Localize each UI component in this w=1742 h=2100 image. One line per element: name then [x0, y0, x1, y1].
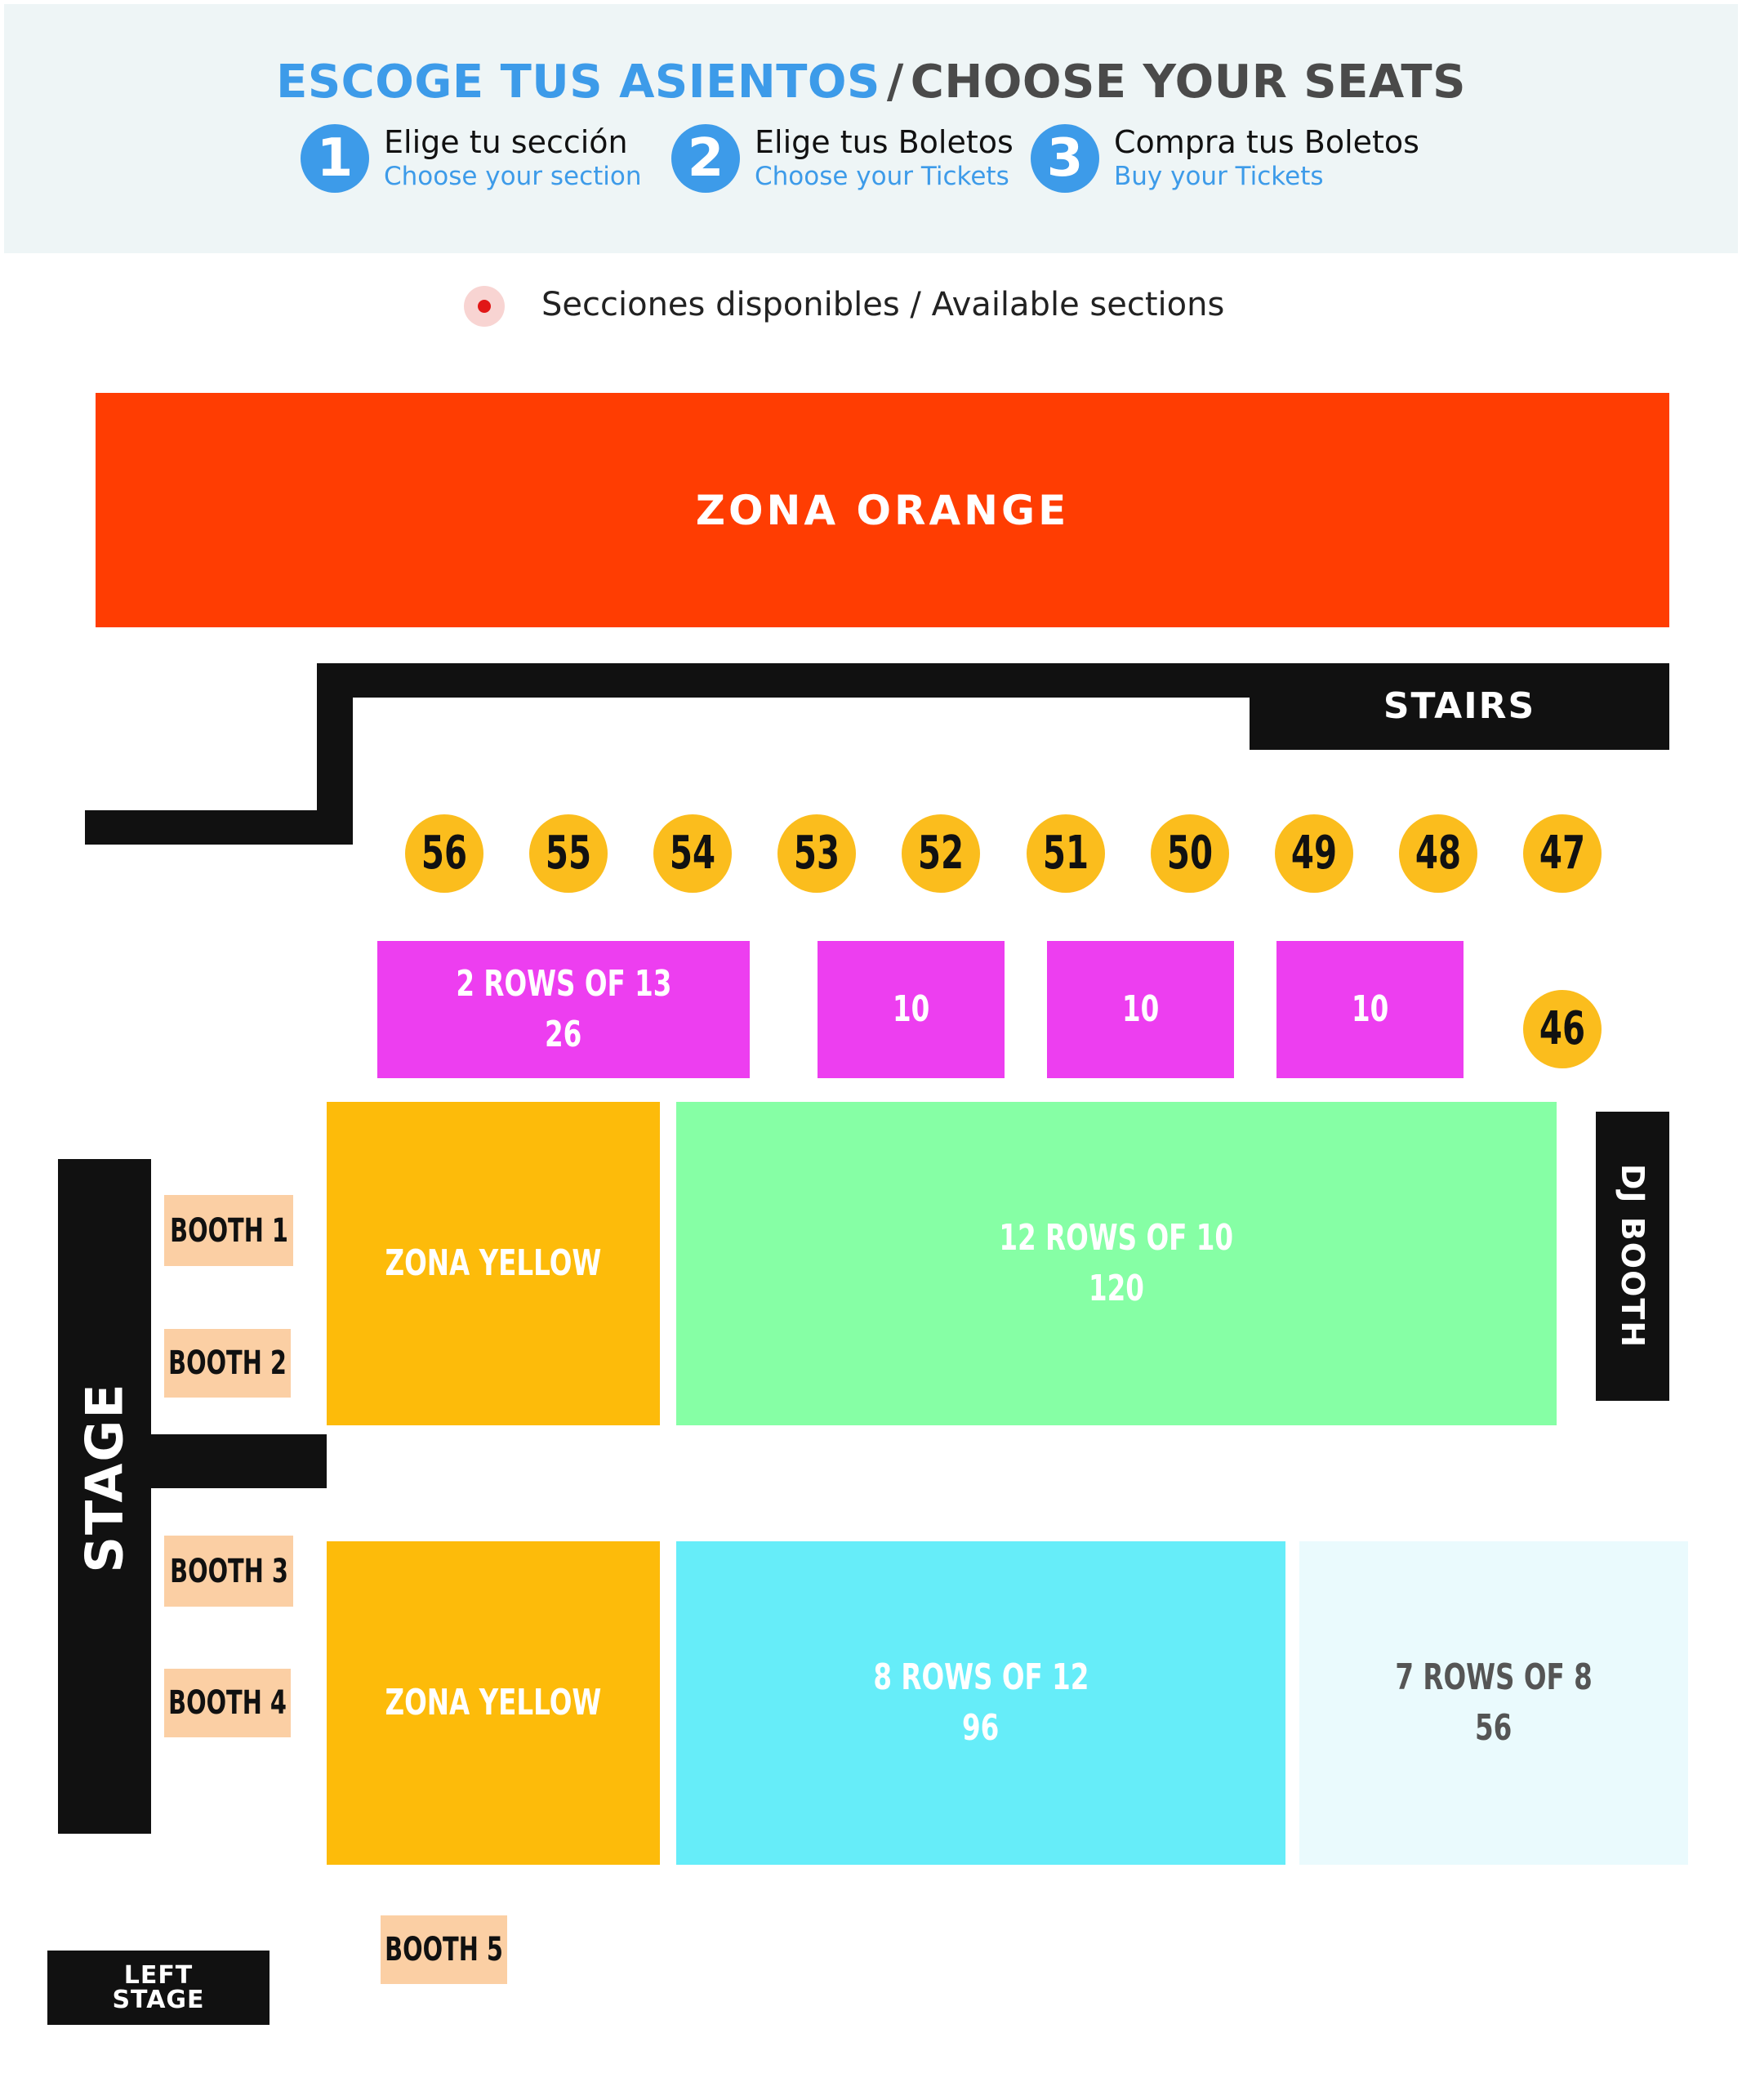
table-47[interactable]: 47 — [1523, 814, 1602, 893]
cyan-section-count: 96 — [962, 1707, 1000, 1749]
page-title — [0, 56, 1742, 109]
left-stage-label-line2: STAGE — [112, 1985, 205, 2014]
pink-section-10-b[interactable] — [1047, 941, 1234, 1078]
pink-section-10-b-count: 10 — [1121, 988, 1160, 1031]
cyan-section-rows: 8 ROWS OF 12 — [872, 1656, 1089, 1699]
zona-yellow-bottom[interactable] — [327, 1541, 660, 1865]
table-52[interactable]: 52 — [902, 814, 980, 893]
stage-connector — [151, 1434, 327, 1488]
dj-booth-block — [1596, 1112, 1669, 1401]
step-3-label-es: Compra tus Boletos — [1114, 124, 1419, 160]
step-2-label-es: Elige tus Boletos — [755, 124, 1014, 160]
zona-yellow-top[interactable] — [327, 1102, 660, 1425]
pink-section-10-c-count: 10 — [1351, 988, 1389, 1031]
table-55[interactable]: 55 — [529, 814, 608, 893]
table-46[interactable]: 46 — [1523, 990, 1602, 1068]
zona-yellow-bottom-label: ZONA YELLOW — [385, 1682, 602, 1724]
step-1-label-es: Elige tu sección — [384, 124, 628, 160]
booth-2[interactable]: BOOTH 2 — [164, 1329, 291, 1398]
cyan-section-96[interactable] — [676, 1541, 1285, 1865]
pink-section-26-count: 26 — [545, 1014, 582, 1055]
available-dot-icon — [464, 286, 505, 327]
stairs-label: STAIRS — [1383, 685, 1536, 728]
light-blue-section-count: 56 — [1475, 1707, 1513, 1749]
zona-yellow-top-label: ZONA YELLOW — [385, 1242, 602, 1285]
table-53[interactable]: 53 — [777, 814, 856, 893]
pink-section-10-a-count: 10 — [892, 988, 930, 1031]
booth-3[interactable]: BOOTH 3 — [164, 1536, 293, 1607]
step-2-label-en: Choose your Tickets — [755, 162, 1009, 191]
table-48[interactable]: 48 — [1399, 814, 1477, 893]
green-section-120[interactable] — [676, 1102, 1557, 1425]
pink-section-10-a[interactable] — [818, 941, 1005, 1078]
green-section-count: 120 — [1089, 1268, 1144, 1309]
pink-section-10-c[interactable] — [1276, 941, 1464, 1078]
stage-block — [58, 1159, 151, 1834]
green-section-rows: 12 ROWS OF 10 — [999, 1217, 1234, 1260]
title-separator: / — [886, 56, 904, 109]
left-stage-block — [47, 1951, 270, 2025]
light-blue-section-56[interactable] — [1299, 1541, 1688, 1865]
left-stage-label-line1: LEFT — [123, 1960, 194, 1990]
title-es: ESCOGE TUS ASIENTOS — [276, 56, 880, 109]
pink-section-26[interactable] — [377, 941, 750, 1078]
step-3-label-en: Buy your Tickets — [1114, 162, 1324, 191]
step-1-label-en: Choose your section — [384, 162, 642, 191]
stairs-block — [1250, 663, 1669, 750]
wall-top — [317, 663, 1251, 698]
title-en: CHOOSE YOUR SEATS — [910, 56, 1466, 109]
table-56[interactable]: 56 — [405, 814, 483, 893]
zona-orange-section[interactable] — [96, 393, 1669, 627]
dj-booth-label: DJ BOOTH — [1615, 1163, 1651, 1349]
step-2-number: 2 — [671, 124, 740, 193]
wall-left — [85, 810, 353, 845]
table-49[interactable]: 49 — [1275, 814, 1353, 893]
stage-label: STAGE — [74, 1382, 135, 1573]
light-blue-section-rows: 7 ROWS OF 8 — [1395, 1656, 1593, 1699]
table-50[interactable]: 50 — [1151, 814, 1229, 893]
pink-section-26-rows: 2 ROWS OF 13 — [455, 963, 672, 1005]
legend-label: Secciones disponibles / Available sections — [541, 286, 1225, 323]
zona-orange-label: ZONA ORANGE — [695, 486, 1070, 534]
booth-4[interactable]: BOOTH 4 — [164, 1669, 291, 1737]
table-54[interactable]: 54 — [653, 814, 732, 893]
step-3-number: 3 — [1031, 124, 1099, 193]
step-1-number: 1 — [301, 124, 369, 193]
table-51[interactable]: 51 — [1027, 814, 1105, 893]
booth-1[interactable]: BOOTH 1 — [164, 1195, 293, 1266]
booth-5[interactable]: BOOTH 5 — [381, 1915, 507, 1984]
